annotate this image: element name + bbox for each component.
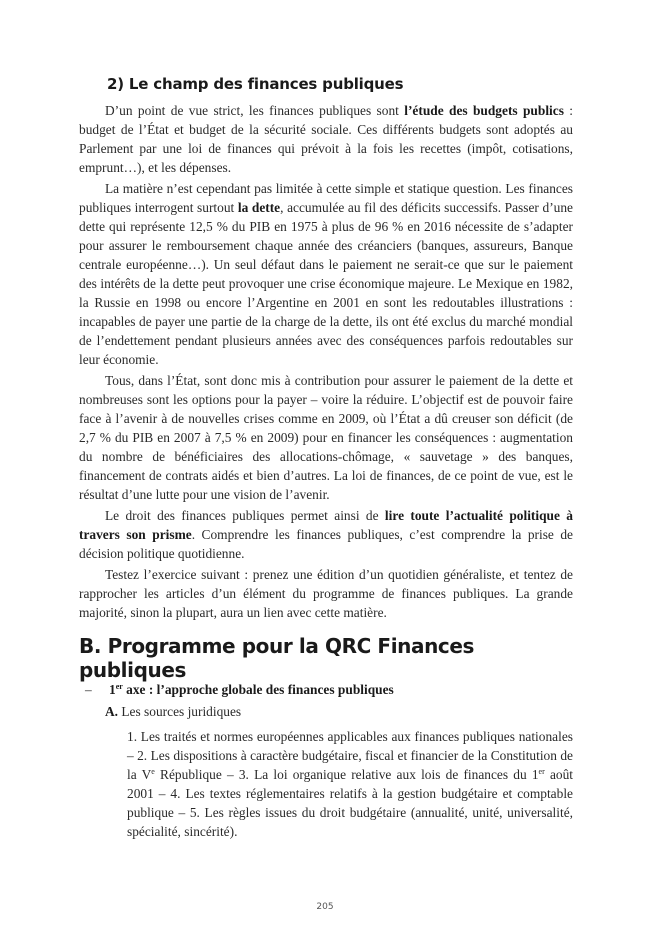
paragraph-2-text-b: , accumulée au fil des déficits successifs. Passer d’une dette qui représente 12,5 % du PIB en 1975 à plus de 96 % en 2016 nécessite de s’adapter pour assurer le remboursement chaque année des créanciers (banques, assureurs, Banque centrale européenne…). Un seul défaut dans le paiement ne serait-ce que sur le paiement des intérêts de la dette peut provoquer une crise économique majeure. Le Mexique en 1982, la Russie en 1998 ou encore l’Argentine en 2001 en sont les redoutables illustrations : incapables de payer une partie de la charge de la dette, ils ont été exclus du marché mondial de l’endettement pendant plusieurs années avec des conséquences parfois redoutables sur leur économie. <box>79 200 573 367</box>
chapter-heading: B. Programme pour la QRC Finances publiques <box>79 634 475 682</box>
list-dash: – <box>85 682 92 697</box>
paragraph-4-emphasis: lire toute l’actualité politique à travers son prisme <box>79 508 573 542</box>
sources-text-2: République – 3. La loi organique relative aux lois de finances du 1 <box>154 767 539 782</box>
axis-number: 1 <box>109 682 116 697</box>
paragraph-1-text-b: : budget de l’État et budget de la sécurité sociale. Ces différents budgets sont adoptés au Parlement par une loi de finances qui prévoit à la fois les recettes (impôt, cotisations, emprunt…), et les dépenses. <box>79 103 573 175</box>
subsection-title: Les sources juridiques <box>118 704 242 719</box>
subsection-a <box>105 702 241 721</box>
axis-title <box>109 680 394 699</box>
section-heading: 2) Le champ des finances publiques <box>107 75 404 93</box>
paragraph-4 <box>79 506 573 563</box>
section-body <box>79 101 573 624</box>
paragraph-2-text-a: La matière n’est cependant pas limitée à cette simple et statique question. Les finances publiques interrogent surtout <box>79 181 573 215</box>
page-number: 205 <box>316 902 334 912</box>
paragraph-2-emphasis: la dette <box>237 200 281 215</box>
subsection-letter: A. <box>105 704 119 719</box>
sources-sup-2: er <box>538 767 545 776</box>
paragraph-2 <box>79 179 573 369</box>
sources-text-1: 1. Les traités et normes européennes applicables aux finances publiques nationales – 2. Les dispositions à caractère budgétaire, fiscal et financier de la Constitution de la V <box>127 729 573 782</box>
axis-title-text: axe : l’approche globale des finances publiques <box>122 682 394 697</box>
paragraph-1 <box>79 101 573 177</box>
paragraph-4-text-b: . Comprendre les finances publiques, c’est comprendre la prise de décision politique quotidienne. <box>79 527 573 561</box>
sources-text-3: août 2001 – 4. Les textes réglementaires relatifs à la gestion budgétaire et comptable publique – 5. Les règles issues du droit budgétaire (annualité, unité, universalité, spécialité, sincérité). <box>127 767 573 839</box>
paragraph-4-text-a: Le droit des finances publiques permet ainsi de <box>105 508 385 523</box>
sources-list <box>127 727 573 841</box>
paragraph-1-text-a: D’un point de vue strict, les finances publiques sont <box>105 103 405 118</box>
sources-sup-1: e <box>151 767 155 776</box>
paragraph-1-emphasis: l’étude des budgets publics <box>404 103 564 118</box>
paragraph-3: Tous, dans l’État, sont donc mis à contribution pour assurer le paiement de la dette et nombreuses sont les options pour la payer – voire la réduire. L’objectif est de pouvoir faire face à l’avenir à de nouvelles crises comme en 2009, où l’État a dû creuser son déficit (de 2,7 % du PIB en 2007 à 7,5 % en 2009) pour en financer les conséquences : augmentation du nombre de bénéficiaires des allocations-chômage, « sauvetage » des banques, financement de contrats aidés et bien d’autres. La loi de finances, de ce point de vue, est le résultat d’une lutte pour une vision de l’avenir. <box>79 373 573 502</box>
paragraph-5: Testez l’exercice suivant : prenez une édition d’un quotidien généraliste, et tentez de rapprocher les articles d’un élément du programme de finances publiques. La grande majorité, sinon la plupart, aura un lien avec cette matière. <box>79 567 573 620</box>
axis-number-suffix: er <box>115 682 123 691</box>
